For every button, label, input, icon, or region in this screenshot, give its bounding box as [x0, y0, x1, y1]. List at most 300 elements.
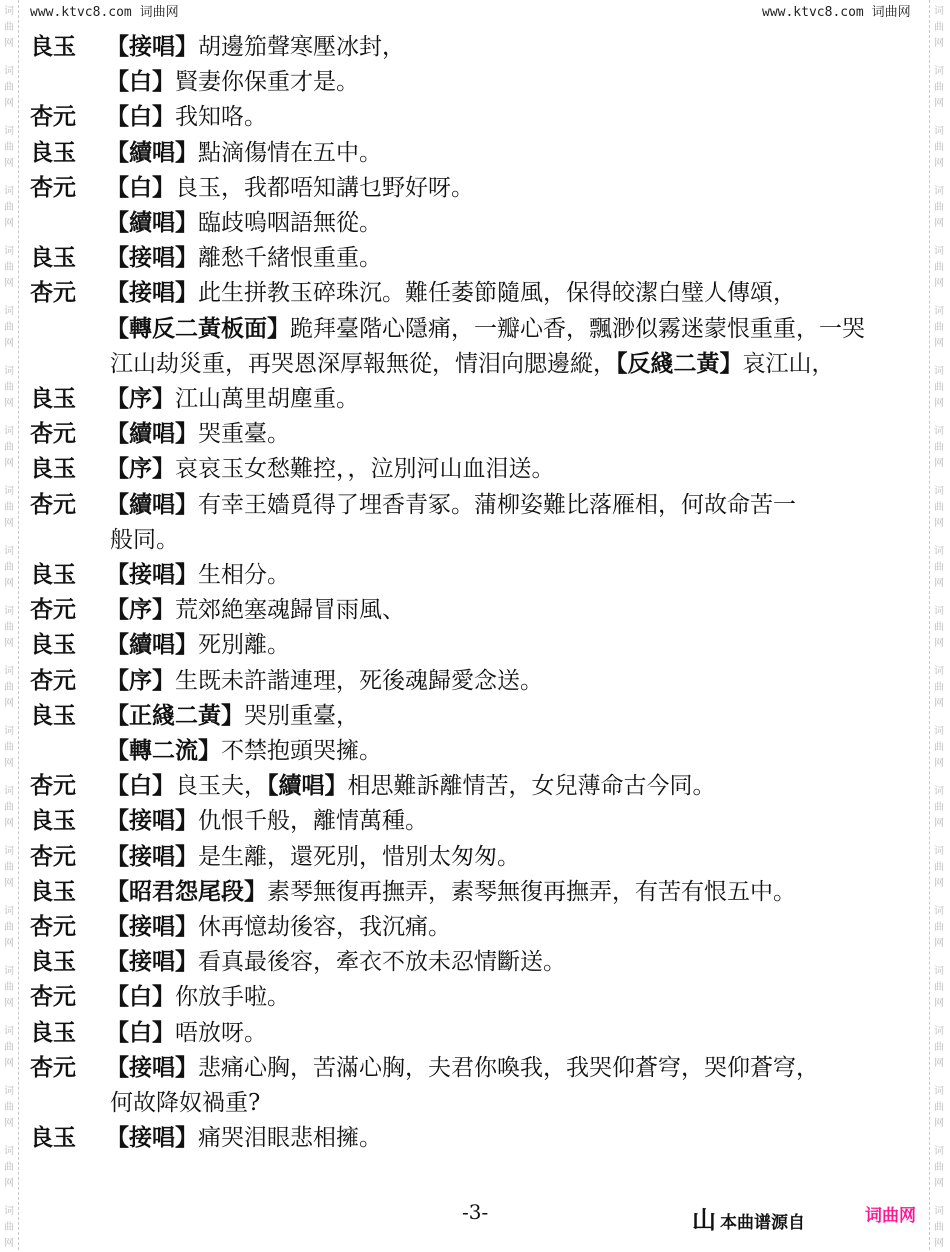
side-watermark-char: 词 — [4, 1086, 14, 1097]
lyric-text: 此生拼教玉碎珠沉。難任萎節隨風，保得皎潔白璧人傳頌， — [198, 280, 796, 307]
script-line — [30, 945, 566, 979]
side-watermark-char: 词 — [4, 726, 14, 737]
side-watermark-char: 曲 — [934, 262, 944, 273]
script-line — [30, 628, 290, 662]
watermark-site: www.ktvc8.com — [762, 5, 864, 20]
side-watermark-char: 曲 — [934, 322, 944, 333]
lyric-text: 我知咯。 — [175, 104, 267, 131]
side-watermark-char: 网 — [4, 1178, 14, 1189]
side-watermark — [932, 964, 946, 1012]
lyric-text: 素琴無復再撫弄，素琴無復再撫弄，有苦有恨五中。 — [267, 878, 796, 905]
lyric-text: 跪拜臺階心隱痛，一瓣心香，飄渺似霧迷蒙恨重重，一哭 — [290, 315, 865, 342]
script-line — [30, 347, 835, 381]
side-watermark-char: 词 — [934, 1086, 944, 1097]
side-watermark-char: 网 — [4, 998, 14, 1009]
side-watermark-char: 曲 — [934, 562, 944, 573]
lyric-text: 是生離，還死別，惜別太匆匆。 — [198, 843, 520, 870]
script-line — [30, 65, 359, 99]
side-watermark-char: 曲 — [934, 982, 944, 993]
side-watermark-char: 词 — [934, 186, 944, 197]
singing-style-tag: 【接唱】 — [106, 244, 198, 272]
side-watermark-char: 曲 — [934, 142, 944, 153]
lyric-text: 良玉，我都唔知講乜野好呀。 — [175, 174, 474, 201]
side-watermark-char: 网 — [4, 518, 14, 529]
side-watermark-char: 网 — [4, 698, 14, 709]
script-line — [30, 558, 290, 592]
side-watermark-char: 词 — [934, 126, 944, 137]
script-line — [30, 382, 359, 416]
lyric-text: 唔放呀。 — [175, 1019, 267, 1046]
singing-style-tag: 【接唱】 — [106, 33, 198, 60]
script-line — [30, 1121, 382, 1155]
header-watermark-right — [762, 4, 911, 22]
speaker: 杏元 — [30, 173, 76, 201]
side-watermark — [2, 844, 16, 892]
side-watermark — [2, 304, 16, 352]
side-watermark — [932, 1144, 946, 1192]
side-watermark-char: 网 — [4, 38, 14, 49]
side-watermark — [2, 364, 16, 412]
side-watermark-char: 曲 — [934, 1102, 944, 1113]
singing-style-tag: 【轉二流】 — [106, 737, 221, 764]
source-label: 本曲谱源自 — [720, 1213, 805, 1233]
script-line — [30, 100, 267, 134]
singing-style-tag: 【接唱】 — [106, 1124, 198, 1152]
side-watermark-char: 网 — [4, 1238, 14, 1249]
side-watermark-char: 网 — [934, 458, 944, 469]
singing-style-tag: 【接唱】 — [106, 842, 198, 870]
side-watermark-char: 网 — [934, 398, 944, 409]
lyric-text: 你放手啦。 — [175, 984, 290, 1011]
side-watermark-char: 网 — [4, 818, 14, 829]
side-watermark-char: 词 — [4, 306, 14, 317]
side-watermark-char: 网 — [4, 98, 14, 109]
script-line — [30, 804, 428, 838]
side-watermark-char: 词 — [934, 606, 944, 617]
singing-style-tag: 【接唱】 — [106, 913, 198, 940]
side-watermark-char: 曲 — [934, 382, 944, 393]
side-watermark — [2, 124, 16, 172]
side-watermark-char: 曲 — [4, 922, 14, 933]
script-line — [30, 593, 405, 627]
side-watermark — [932, 184, 946, 232]
lyric-text: 哀哀玉女愁難控，，泣別河山血泪送。 — [175, 456, 555, 483]
side-watermark — [932, 784, 946, 832]
side-watermark-char: 网 — [4, 578, 14, 589]
side-watermark-char: 曲 — [4, 802, 14, 813]
source-logo — [692, 1200, 805, 1235]
page-number: -3- — [462, 1200, 489, 1224]
speaker: 杏元 — [30, 279, 76, 307]
side-watermark-char: 词 — [934, 906, 944, 917]
singing-style-tag: 【續唱】 — [106, 631, 198, 659]
speaker: 良玉 — [30, 877, 76, 905]
side-watermark-char: 网 — [4, 638, 14, 649]
speaker: 良玉 — [30, 631, 76, 659]
lyric-text: 不禁抱頭哭擁。 — [221, 738, 382, 764]
side-watermark — [932, 244, 946, 292]
speaker: 良玉 — [30, 244, 76, 272]
lyric-text: 良玉夫， — [175, 773, 267, 800]
side-watermark-char: 词 — [934, 546, 944, 557]
side-watermark-char: 词 — [4, 1026, 14, 1037]
singing-style-tag: 【昭君怨尾段】 — [106, 877, 267, 905]
lyric-text: 生相分。 — [198, 562, 290, 588]
singing-style-tag: 【白】 — [106, 173, 175, 201]
script-line — [30, 452, 555, 486]
lyric-text: 臨歧嗚咽語無從。 — [198, 210, 382, 236]
side-watermark-char: 网 — [934, 758, 944, 769]
side-watermark — [932, 1204, 946, 1252]
singing-style-tag: 【正綫二黃】 — [106, 701, 244, 729]
speaker: 良玉 — [30, 561, 76, 588]
side-watermark-char: 词 — [4, 546, 14, 557]
side-watermark-char: 曲 — [4, 22, 14, 33]
side-watermark — [932, 64, 946, 112]
side-watermark-char: 词 — [4, 486, 14, 497]
script-line — [30, 1086, 260, 1120]
speaker: 杏元 — [30, 103, 76, 131]
side-watermark — [932, 724, 946, 772]
script-line — [30, 1051, 819, 1085]
script-line — [30, 1016, 267, 1050]
singing-style-tag: 【轉反二黃板面】 — [106, 314, 290, 342]
side-watermark-char: 词 — [4, 1146, 14, 1157]
side-watermark-char: 曲 — [934, 622, 944, 633]
script-line — [30, 699, 359, 733]
side-watermark — [2, 1024, 16, 1072]
lyric-text: 何故降奴禍重? — [110, 1090, 261, 1116]
side-watermark-char: 网 — [4, 458, 14, 469]
side-watermark-char: 网 — [934, 38, 944, 49]
lyric-text: 痛哭泪眼悲相擁。 — [198, 1125, 382, 1152]
lyric-text: 休再憶劫後容，我沉痛。 — [198, 914, 451, 940]
side-watermark-char: 词 — [934, 966, 944, 977]
speaker: 良玉 — [30, 138, 76, 166]
side-watermark — [932, 304, 946, 352]
script-line — [30, 488, 796, 522]
script-line — [30, 523, 179, 557]
script-line — [30, 840, 520, 874]
lyric-text: 點滴傷情在五中。 — [198, 139, 382, 166]
script-line — [30, 875, 796, 909]
side-watermark-char: 词 — [4, 66, 14, 77]
singing-style-tag: 【序】 — [106, 596, 175, 624]
side-watermark-char: 词 — [4, 666, 14, 677]
lyric-text: 離愁千緒恨重重。 — [198, 245, 382, 272]
lyric-text: 生既未許諧連理，死後魂歸愛念送。 — [175, 667, 543, 694]
singing-style-tag: 【接唱】 — [106, 1053, 198, 1081]
side-watermark-char: 词 — [4, 606, 14, 617]
side-watermark-char: 词 — [934, 306, 944, 317]
source-brand: 词曲网 — [865, 1206, 916, 1226]
script-line — [30, 30, 405, 64]
side-watermark-char: 词 — [934, 6, 944, 17]
side-watermark-char: 网 — [934, 278, 944, 289]
side-watermark-char: 曲 — [4, 682, 14, 693]
side-watermark-char: 曲 — [4, 82, 14, 93]
side-watermark-char: 曲 — [934, 682, 944, 693]
side-watermark-char: 曲 — [4, 1042, 14, 1053]
script-line — [30, 171, 474, 205]
speaker: 良玉 — [30, 455, 76, 483]
speaker: 良玉 — [30, 948, 76, 976]
speaker: 杏元 — [30, 983, 76, 1011]
singing-style-tag: 【續唱】 — [106, 420, 198, 448]
side-watermark-char: 网 — [934, 638, 944, 649]
singing-style-tag: 【續唱】 — [267, 772, 348, 800]
side-watermark-char: 网 — [934, 1238, 944, 1249]
side-watermark-char: 曲 — [4, 742, 14, 753]
singing-style-tag: 【白】 — [106, 1018, 175, 1046]
script-line — [30, 312, 865, 346]
side-watermark-char: 曲 — [4, 442, 14, 453]
side-watermark-char: 词 — [4, 966, 14, 977]
lyric-text: 荒郊絶塞魂歸冒雨風、 — [175, 597, 405, 624]
speaker: 杏元 — [30, 842, 76, 870]
side-watermark-char: 曲 — [4, 562, 14, 573]
side-watermark-char: 曲 — [4, 322, 14, 333]
side-watermark-char: 曲 — [4, 1102, 14, 1113]
side-watermark-char: 曲 — [934, 202, 944, 213]
side-watermark-char: 网 — [934, 878, 944, 889]
singing-style-tag: 【接唱】 — [106, 561, 198, 588]
lyric-text: 哭重臺。 — [198, 421, 290, 448]
side-watermark-char: 词 — [4, 126, 14, 137]
side-watermark-char: 曲 — [934, 1042, 944, 1053]
lyric-text: 江山萬里胡塵重。 — [175, 386, 359, 412]
side-watermark-char: 曲 — [4, 142, 14, 153]
lyric-text: 哀江山， — [742, 350, 835, 377]
side-watermark-char: 曲 — [4, 862, 14, 873]
script-line — [30, 241, 382, 275]
speaker: 杏元 — [30, 1053, 76, 1081]
side-watermark-char: 词 — [4, 786, 14, 797]
side-watermark-char: 曲 — [4, 1222, 14, 1233]
side-watermark-char: 网 — [4, 1058, 14, 1069]
side-watermark — [932, 664, 946, 712]
side-watermark-char: 曲 — [4, 202, 14, 213]
side-watermark-char: 曲 — [934, 802, 944, 813]
singing-style-tag: 【接唱】 — [106, 807, 198, 835]
singing-style-tag: 【反綫二黃】 — [616, 349, 743, 377]
side-watermark-char: 网 — [934, 578, 944, 589]
side-watermark-char: 网 — [934, 98, 944, 109]
singing-style-tag: 【序】 — [106, 455, 175, 483]
side-watermark-char: 网 — [4, 938, 14, 949]
side-watermark — [2, 964, 16, 1012]
side-watermark — [932, 544, 946, 592]
side-watermark-char: 曲 — [934, 1222, 944, 1233]
script-line — [30, 276, 796, 310]
lyric-text: 哭別重臺， — [244, 702, 359, 729]
lyric-text: 江山劫災重，再哭恩深厚報無從，情泪向腮邊縱， — [110, 350, 616, 377]
side-watermark — [932, 1084, 946, 1132]
speaker: 杏元 — [30, 420, 76, 448]
side-watermark-char: 网 — [934, 818, 944, 829]
side-watermark-char: 网 — [934, 1118, 944, 1129]
right-margin-watermark — [929, 0, 950, 1250]
script-line — [30, 206, 382, 240]
side-watermark — [2, 4, 16, 52]
side-watermark-char: 词 — [934, 426, 944, 437]
lyric-text: 悲痛心胸，苦滿心胸，夫君你喚我，我哭仰蒼穹，哭仰蒼穹， — [198, 1054, 819, 1081]
watermark-site: www.ktvc8.com — [30, 5, 132, 20]
singing-style-tag: 【接唱】 — [106, 279, 198, 307]
side-watermark-char: 曲 — [4, 622, 14, 633]
side-watermark — [2, 244, 16, 292]
side-watermark-char: 词 — [4, 246, 14, 257]
side-watermark-char: 曲 — [934, 1162, 944, 1173]
singing-style-tag: 【白】 — [106, 68, 175, 96]
lyric-text: 相思難訴離情苦，女兒薄命古今同。 — [347, 773, 716, 800]
side-watermark-char: 网 — [934, 218, 944, 229]
side-watermark — [932, 844, 946, 892]
side-watermark-char: 网 — [934, 158, 944, 169]
singing-style-tag: 【序】 — [106, 666, 175, 694]
side-watermark-char: 曲 — [4, 502, 14, 513]
side-watermark — [2, 784, 16, 832]
side-watermark — [932, 604, 946, 652]
side-watermark — [932, 124, 946, 172]
side-watermark-char: 曲 — [934, 442, 944, 453]
music-logo-icon: 山 — [692, 1206, 716, 1234]
script-line — [30, 664, 543, 698]
lyric-text: 看真最後容，牽衣不放未忍情斷送。 — [198, 949, 566, 976]
side-watermark-char: 词 — [934, 66, 944, 77]
speaker: 杏元 — [30, 772, 76, 800]
side-watermark-char: 网 — [934, 1178, 944, 1189]
lyric-text: 死別離。 — [198, 632, 290, 659]
side-watermark — [2, 484, 16, 532]
speaker: 良玉 — [30, 1018, 76, 1046]
speaker: 良玉 — [30, 701, 76, 729]
script-line — [30, 417, 290, 451]
side-watermark — [932, 364, 946, 412]
side-watermark-char: 曲 — [934, 22, 944, 33]
side-watermark-char: 词 — [4, 6, 14, 17]
side-watermark-char: 曲 — [934, 922, 944, 933]
side-watermark — [2, 604, 16, 652]
side-watermark-char: 词 — [934, 1146, 944, 1157]
side-watermark-char: 曲 — [4, 982, 14, 993]
side-watermark — [2, 664, 16, 712]
side-watermark-char: 词 — [934, 726, 944, 737]
side-watermark — [932, 904, 946, 952]
speaker: 杏元 — [30, 666, 76, 694]
script-line — [30, 734, 382, 768]
side-watermark — [932, 1024, 946, 1072]
side-watermark-char: 网 — [4, 398, 14, 409]
side-watermark-char: 曲 — [4, 262, 14, 273]
lyric-text: 有幸王嬙覓得了埋香青冢。蒲柳姿難比落雁相，何故命苦一 — [198, 491, 796, 518]
side-watermark — [932, 424, 946, 472]
speaker: 杏元 — [30, 913, 76, 940]
watermark-brand: 词曲网 — [139, 5, 179, 20]
side-watermark — [2, 184, 16, 232]
side-watermark — [2, 1084, 16, 1132]
singing-style-tag: 【續唱】 — [106, 490, 198, 518]
speaker: 杏元 — [30, 490, 76, 518]
side-watermark-char: 词 — [934, 246, 944, 257]
side-watermark-char: 词 — [4, 1206, 14, 1217]
side-watermark-char: 词 — [934, 666, 944, 677]
side-watermark-char: 网 — [4, 158, 14, 169]
side-watermark-char: 网 — [934, 1058, 944, 1069]
side-watermark — [2, 544, 16, 592]
side-watermark-char: 曲 — [934, 502, 944, 513]
speaker: 良玉 — [30, 33, 76, 60]
side-watermark-char: 网 — [4, 878, 14, 889]
side-watermark — [2, 904, 16, 952]
side-watermark — [932, 4, 946, 52]
header-watermark-left — [30, 4, 179, 22]
speaker: 良玉 — [30, 385, 76, 412]
side-watermark — [2, 1204, 16, 1252]
side-watermark — [932, 484, 946, 532]
singing-style-tag: 【白】 — [106, 772, 175, 800]
side-watermark-char: 曲 — [4, 382, 14, 393]
singing-style-tag: 【白】 — [106, 983, 175, 1011]
side-watermark-char: 网 — [4, 758, 14, 769]
side-watermark — [2, 64, 16, 112]
side-watermark-char: 曲 — [4, 1162, 14, 1173]
side-watermark-char: 网 — [4, 218, 14, 229]
side-watermark-char: 网 — [934, 938, 944, 949]
script-line — [30, 910, 451, 944]
side-watermark-char: 词 — [4, 366, 14, 377]
side-watermark-char: 网 — [934, 698, 944, 709]
side-watermark-char: 曲 — [934, 862, 944, 873]
side-watermark-char: 网 — [4, 1118, 14, 1129]
left-margin-watermark — [0, 0, 19, 1250]
script-line — [30, 769, 716, 803]
speaker: 良玉 — [30, 807, 76, 835]
side-watermark-char: 词 — [934, 1026, 944, 1037]
side-watermark — [2, 424, 16, 472]
singing-style-tag: 【續唱】 — [106, 209, 198, 236]
side-watermark-char: 词 — [4, 906, 14, 917]
side-watermark-char: 曲 — [934, 82, 944, 93]
side-watermark-char: 词 — [934, 786, 944, 797]
singing-style-tag: 【序】 — [106, 385, 175, 412]
script-line — [30, 136, 382, 170]
lyric-text: 般同。 — [110, 526, 179, 553]
side-watermark-char: 词 — [4, 846, 14, 857]
speaker: 良玉 — [30, 1124, 76, 1152]
side-watermark-char: 网 — [4, 338, 14, 349]
side-watermark-char: 词 — [934, 366, 944, 377]
speaker: 杏元 — [30, 596, 76, 624]
side-watermark — [2, 1144, 16, 1192]
side-watermark-char: 词 — [4, 426, 14, 437]
side-watermark-char: 网 — [934, 518, 944, 529]
singing-style-tag: 【續唱】 — [106, 138, 198, 166]
script-line — [30, 980, 290, 1014]
side-watermark-char: 词 — [4, 186, 14, 197]
side-watermark-char: 曲 — [934, 742, 944, 753]
side-watermark-char: 词 — [934, 846, 944, 857]
watermark-brand: 词曲网 — [871, 5, 911, 20]
side-watermark-char: 网 — [934, 338, 944, 349]
side-watermark-char: 网 — [4, 278, 14, 289]
singing-style-tag: 【白】 — [106, 103, 175, 131]
side-watermark-char: 词 — [934, 486, 944, 497]
lyric-text: 胡邊笳聲寒壓冰封， — [198, 34, 405, 60]
lyric-text: 仇恨千般，離情萬種。 — [198, 808, 428, 835]
side-watermark-char: 网 — [934, 998, 944, 1009]
side-watermark — [2, 724, 16, 772]
